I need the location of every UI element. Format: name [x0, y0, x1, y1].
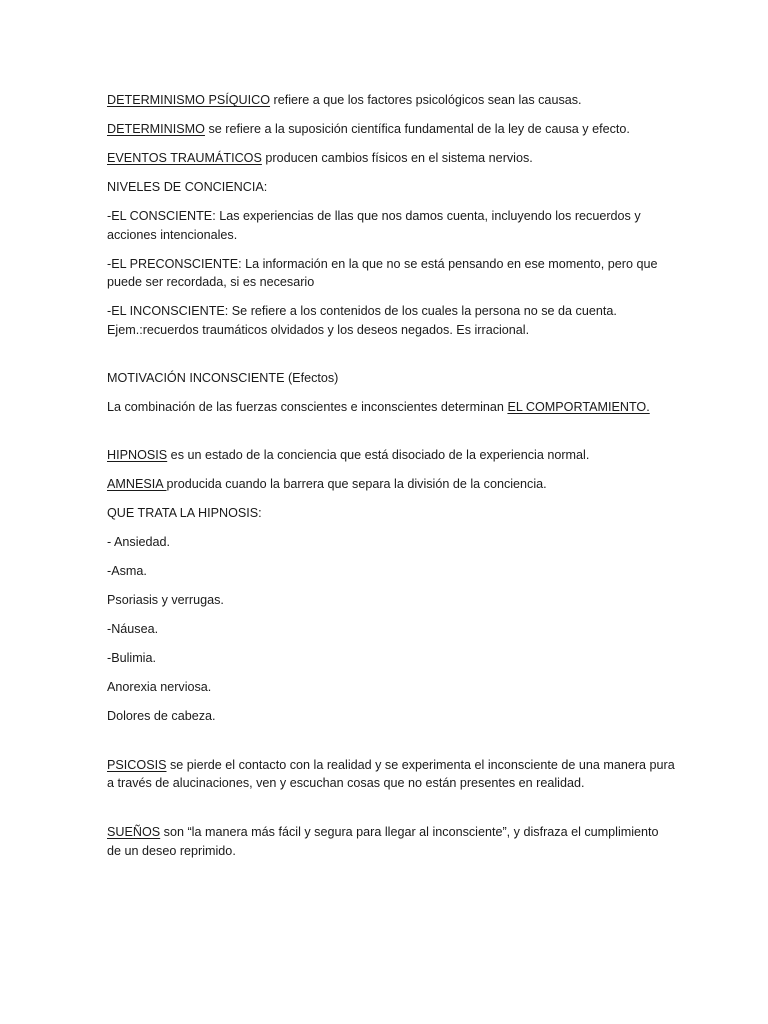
paragraph-hipnosis: [107, 446, 687, 465]
text-psicosis-line2: a través de alucinaciones, ven y escuchan cosas que no están presentes en realidad.: [107, 776, 585, 790]
spacer: [107, 427, 687, 446]
text-psicosis-line1: se pierde el contacto con la realidad y se experimenta el inconsciente de una manera pura: [166, 757, 675, 772]
paragraph-consciente: [107, 207, 687, 244]
paragraph-determinismo: [107, 120, 687, 139]
term-suenos: SUEÑOS: [107, 825, 161, 839]
text-hipnosis: es un estado de la conciencia que está disociado de la experiencia normal.: [167, 447, 590, 462]
spacer: [107, 736, 687, 756]
paragraph-amnesia: [107, 475, 687, 494]
term-eventos-traumaticos: EVENTOS TRAUMÁTICOS: [107, 151, 262, 165]
text-combinacion-fuerzas: La combinación de las fuerzas conscientes e inconscientes determinan: [107, 399, 508, 414]
text-consciente-line1: -EL CONSCIENTE: Las experiencias de llas que nos damos cuenta, incluyendo los recuerdos y: [107, 209, 641, 223]
paragraph-preconsciente: [107, 255, 687, 292]
term-hipnosis: HIPNOSIS: [107, 447, 168, 462]
text-preconsciente-line2: puede ser recordada, si es necesario: [107, 275, 315, 289]
document-page: [107, 91, 687, 871]
term-psicosis: PSICOSIS: [107, 757, 167, 772]
term-amnesia: AMNESIA: [107, 476, 167, 491]
text-consciente-line2: acciones intencionales.: [107, 227, 238, 242]
heading-que-trata-hipnosis: QUE TRATA LA HIPNOSIS:: [107, 505, 262, 520]
list-item: -Asma.: [107, 563, 147, 578]
text-amnesia: producida cuando la barrera que separa la división de la conciencia.: [166, 476, 547, 491]
paragraph-inconsciente: [107, 302, 687, 339]
spacer: [107, 803, 687, 823]
list-item: Dolores de cabeza.: [107, 708, 216, 723]
term-comportamiento: EL COMPORTAMIENTO.: [507, 399, 650, 414]
list-item: -Bulimia.: [107, 650, 156, 665]
text-inconsciente-line1: -EL INCONSCIENTE: Se refiere a los contenidos de los cuales la persona no se da cuenta.: [107, 304, 617, 318]
list-item: -Náusea.: [107, 621, 159, 636]
text-preconsciente-line1: -EL PRECONSCIENTE: La información en la que no se está pensando en ese momento, pero que: [107, 256, 658, 271]
term-determinismo-psiquico: DETERMINISMO PSÍQUICO: [107, 93, 271, 107]
text-determinismo-psiquico: refiere a que los factores psicológicos sean las causas.: [270, 93, 582, 107]
text-determinismo: se refiere a la suposición científica fundamental de la ley de causa y efecto.: [204, 122, 630, 136]
paragraph-combinacion-fuerzas: [107, 398, 687, 417]
heading-motivacion-inconsciente: MOTIVACIÓN INCONSCIENTE (Efectos): [107, 370, 339, 385]
text-eventos-traumaticos: producen cambios físicos en el sistema nervios.: [261, 151, 533, 165]
list-item: Psoriasis y verrugas.: [107, 592, 224, 607]
spacer: [107, 350, 687, 369]
paragraph-suenos: [107, 823, 687, 860]
text-suenos-line1: son “la manera más fácil y segura para llegar al inconsciente”, y disfraza el cumplimiento: [160, 825, 659, 839]
text-inconsciente-line2: Ejem.:recuerdos traumáticos olvidados y los deseos negados. Es irracional.: [107, 322, 530, 337]
list-item: Anorexia nerviosa.: [107, 679, 212, 694]
list-item: - Ansiedad.: [107, 534, 171, 549]
heading-niveles-conciencia: NIVELES DE CONCIENCIA:: [107, 180, 268, 194]
text-suenos-line2: de un deseo reprimido.: [107, 843, 236, 858]
term-determinismo: DETERMINISMO: [107, 122, 205, 136]
paragraph-psicosis: [107, 756, 687, 793]
paragraph-determinismo-psiquico: [107, 91, 687, 110]
paragraph-eventos-traumaticos: [107, 149, 687, 168]
